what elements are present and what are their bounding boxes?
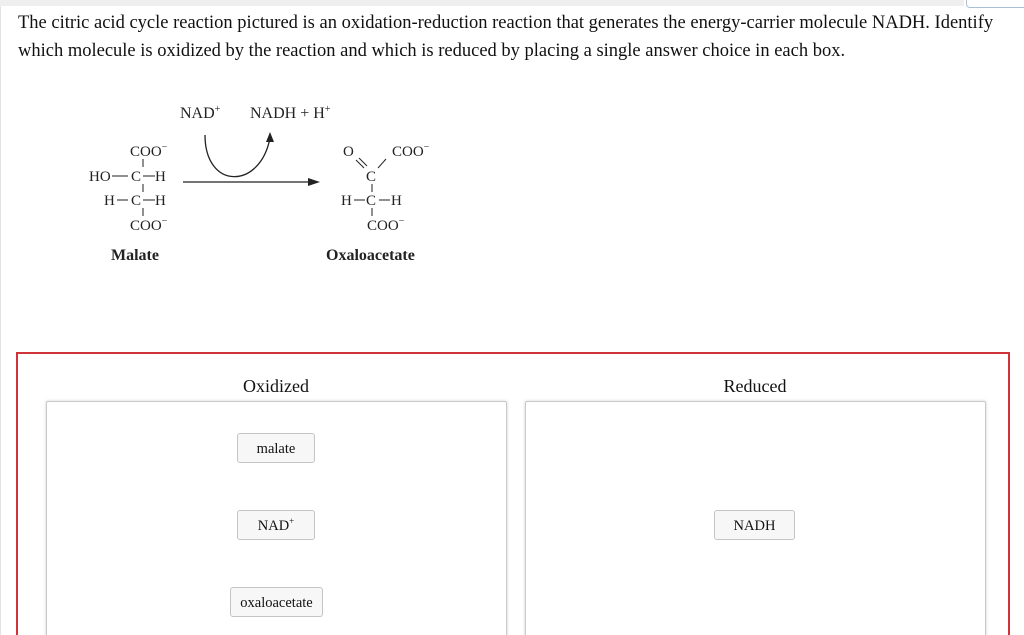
- malate-line3-right: H: [155, 193, 166, 209]
- oxidized-heading: Oxidized: [243, 376, 309, 396]
- answer-region: [16, 352, 1010, 635]
- oxaloacetate-line3-center: C: [366, 193, 377, 209]
- oxaloacetate-bond-top: [378, 159, 386, 168]
- malate-line2-right: H: [155, 169, 166, 185]
- question-text: The citric acid cycle reaction pictured is an oxidation-reduction reaction that generates the energy-carrier molecule NADH. Identify which molecule is oxidized by the reaction and which is reduced by placing a single answer choice in each box.: [18, 13, 994, 61]
- answer-chip-malate[interactable]: malate: [237, 433, 315, 463]
- oxaloacetate-carbonyl-o: O: [343, 144, 354, 160]
- oxidized-drop-zone[interactable]: [46, 401, 507, 635]
- oxaloacetate-bottom-group: COO−: [367, 216, 405, 234]
- oxaloacetate-line3-left: H: [341, 193, 352, 209]
- malate-line4: COO−: [130, 216, 168, 234]
- reduced-drop-zone[interactable]: [525, 401, 986, 635]
- top-divider: [0, 0, 964, 6]
- oxaloacetate-line3-right: H: [391, 193, 402, 209]
- reaction-diagram: [0, 90, 480, 280]
- cofactor-in-label: NAD+: [180, 104, 221, 122]
- malate-label: Malate: [111, 247, 159, 264]
- oxaloacetate-label: Oxaloacetate: [326, 247, 415, 264]
- malate-line3-left: H: [104, 193, 115, 209]
- cofactor-curved-arrow: [205, 135, 270, 177]
- malate-line2-left: HO: [89, 169, 111, 185]
- oxaloacetate-carbonyl-c: C: [366, 169, 377, 185]
- reduced-heading: Reduced: [723, 376, 787, 396]
- cofactor-out-label: NADH + H+: [250, 104, 331, 122]
- malate-line3-center: C: [131, 193, 142, 209]
- answer-chip-nad[interactable]: NAD+: [237, 510, 315, 540]
- answer-chip-nadh[interactable]: NADH: [714, 510, 795, 540]
- malate-line1: COO−: [130, 142, 168, 160]
- reaction-arrowhead-icon: [308, 178, 320, 186]
- malate-line2-center: C: [131, 169, 142, 185]
- oxaloacetate-top-group: COO−: [392, 142, 430, 160]
- answer-chip-oxaloacetate[interactable]: oxaloacetate: [230, 587, 323, 617]
- cofactor-arrowhead-icon: [266, 132, 274, 142]
- corner-tab[interactable]: [966, 0, 1024, 8]
